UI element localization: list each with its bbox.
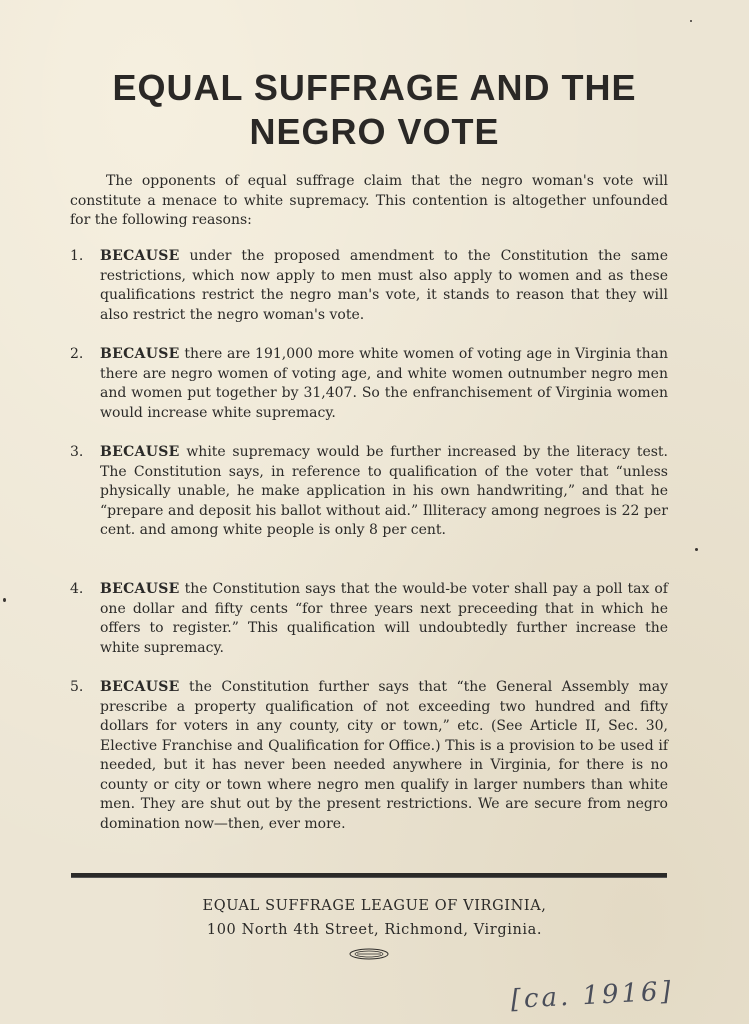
reason-lead: BECAUSE — [100, 346, 180, 362]
reason-text: there are 191,000 more white women of voting age in Virginia than there are negro women of voting age, and white women outnumber negro men and women put together by 31,407. So the enfranchisement of Virginia women would increase white supremacy. — [100, 346, 668, 421]
reason-1 — [70, 247, 668, 325]
reason-number: 4. — [70, 581, 84, 597]
reason-text: under the proposed amendment to the Constitution the same restrictions, which now apply to men must also apply to women and as these qualifications restrict the negro man's vote, it stands to reason that they will also restrict the negro woman's vote. — [100, 248, 668, 323]
reason-number: 3. — [70, 444, 84, 460]
reason-lead: BECAUSE — [100, 248, 180, 264]
reason-lead: BECAUSE — [100, 444, 180, 460]
reason-number: 5. — [70, 679, 84, 695]
paper-speck — [695, 548, 698, 551]
footer-organization: EQUAL SUFFRAGE LEAGUE OF VIRGINIA, — [202, 898, 547, 914]
title-line-1: EQUAL SUFFRAGE AND THE — [112, 67, 637, 108]
footer-address: 100 North 4th Street, Richmond, Virginia. — [206, 922, 543, 938]
intro-paragraph: The opponents of equal suffrage claim that the negro woman's vote will constitute a menace to white supremacy. This contention is altogether unfounded for the following reasons: — [70, 173, 668, 228]
reason-body — [100, 247, 668, 325]
reason-2 — [70, 345, 668, 423]
footer-divider — [71, 873, 667, 878]
reason-3 — [70, 443, 668, 541]
reason-text: white supremacy would be further increased by the literacy test. The Constitution says, in reference to qualification of the voter that “unless physically unable, he make application in his own handwriting,” and that he “prepare and deposit his ballot without aid.” Illiteracy among negroes is 22 per cent. and among white people is only 8 per cent. — [100, 444, 669, 538]
reason-body — [100, 678, 668, 834]
reason-text: the Constitution says that the would-be voter shall pay a poll tax of one dollar and fifty cents “for three years next preceeding that in which he offers to register.” This qualification will undoubtedly further increase the white supremacy. — [100, 581, 668, 656]
reason-number: 1. — [70, 248, 84, 264]
union-label-icon — [349, 948, 389, 960]
handwritten-date-note: [ca. 1916] — [510, 976, 675, 1015]
reason-lead: BECAUSE — [100, 679, 180, 695]
reason-body — [100, 580, 668, 658]
reason-body — [100, 443, 668, 541]
reason-5 — [70, 678, 668, 834]
reason-body — [100, 345, 668, 423]
reason-number: 2. — [70, 346, 84, 362]
reason-text: the Constitution further says that “the General Assembly may prescribe a property qualification of not exceeding two hundred and fifty dollars for voters in any county, city or town,” etc. (See Article II, Sec. 30, Elective Franchise and Qualification for Office.) This is a provision to be used if needed, but it has never been needed anywhere in Virginia, for there is no county or city or town where negro men qualify in larger numbers than white men. They are shut out by the present restrictions. We are secure from negro domination now—then, ever more. — [100, 679, 668, 832]
title-line-2: NEGRO VOTE — [249, 111, 500, 152]
paper-speck — [3, 598, 6, 602]
paper-speck — [690, 20, 692, 22]
reason-4 — [70, 580, 668, 658]
reason-lead: BECAUSE — [100, 581, 180, 597]
